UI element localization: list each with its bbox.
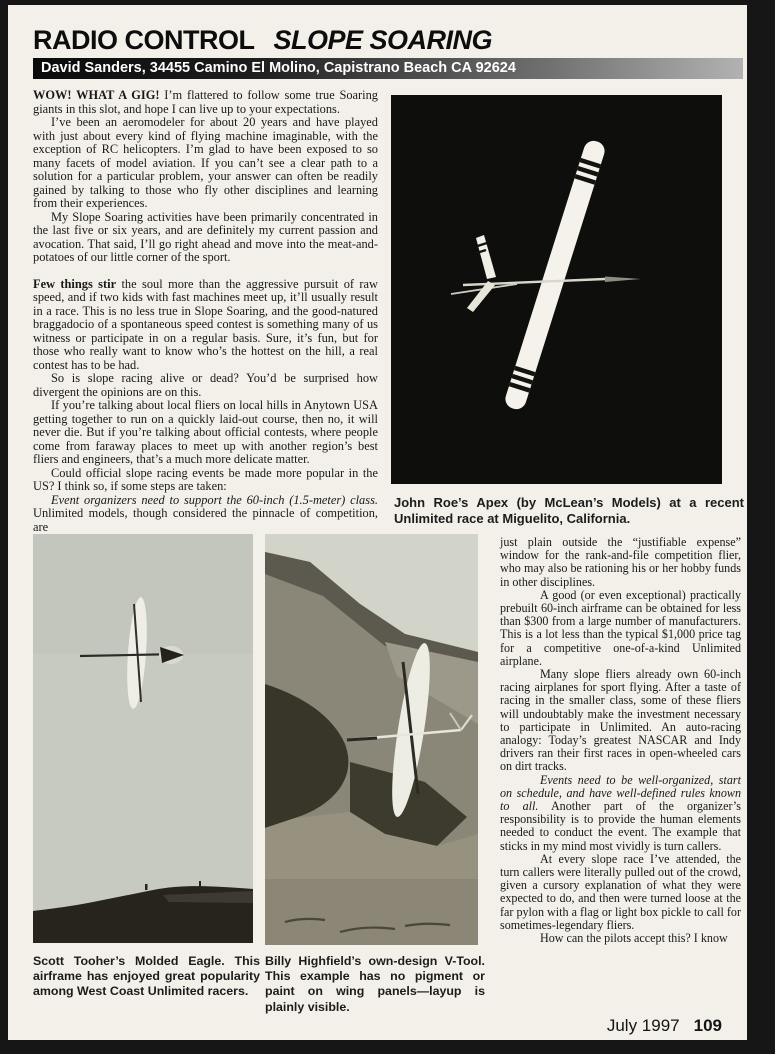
paragraph: just plain outside the “justifiable expense” window for the rank-and-file competition flier, who may also be rationing his or her hobby funds in other disciplines.: [500, 535, 741, 589]
italic-lead: Event organizers need to support the 60-inch (1.5-meter) class.: [51, 492, 378, 507]
caption-top-photo: John Roe’s Apex (by McLean’s Models) at a recent Unlimited race at Miguelito, California.: [394, 495, 744, 526]
photo-top-glider: [391, 95, 722, 484]
paragraph: Could official slope racing events be made more popular in the US? I think so, if some steps are taken:: [33, 465, 378, 493]
paragraph: Many slope fliers already own 60-inch racing airplanes for sport flying. After a taste of racing in the smaller class, some of these fliers will undoubtably make the investment necessary to participate in Unlimited. An auto-racing analogy: Today’s greatest NASCAR and Indy drivers ran their first races in open-wheeled cars on dirt tracks.: [500, 667, 741, 774]
paragraph: Events need to be well-organized, start on schedule, and have well-defined rules known to all. Another part of the organizer’s responsibility is to provide the human elements needed to conduct the event. The example that sticks in my mind most vividly is turn callers.: [500, 772, 741, 853]
bold-lead: Few things stir: [33, 276, 117, 291]
paragraph: Few things stir the soul more than the aggressive pursuit of raw speed, and if two kids with fast machines meet up, it’ll usually result in a race. This is no less true in Slope Soaring, and the good-natured braggadocio of a spontaneous speed contest is something many of us witness or participate in on a regular basis. Sure, it’s fun, but for those who really want to know who’s the hottest on the hill, a real contest has to be had.: [33, 276, 378, 372]
caption-bottom-middle: Billy Highfield’s own-design V-Tool. This example has no pigment or paint on wing panels—layup is plainly visible.: [265, 954, 485, 1014]
paragraph: If you’re talking about local fliers on local hills in Anytown USA getting together to run on a quickly laid-out course, then no, it will never die. But if you’re talking about official contests, where people come from faraway places to meet up with another region’s best fliers and engineers, that’s a much more delicate matter.: [33, 398, 378, 466]
page-number: 109: [693, 1016, 722, 1035]
glider-over-canyon-illustration: [265, 534, 478, 945]
glider-on-black-illustration: [391, 95, 722, 484]
paragraph: At every slope race I’ve attended, the turn callers were literally pulled out of the crowd, given a cursory explanation of what they were expected to do, and then were turned loose at the far pylon with a flag or light box pickle to call for sometimes-legendary fliers.: [500, 851, 741, 932]
bold-lead: WOW! WHAT A GIG!: [33, 88, 160, 102]
paragraph: A good (or even exceptional) practically prebuilt 60-inch airframe can be obtained for less than $300 from a large number of manufacturers. This is a lot less than the typical $1,000 price tag for a competitive one-of-a-kind Unlimited airplane.: [500, 587, 741, 668]
paragraph: How can the pilots accept this? I know: [540, 931, 728, 946]
paragraph: So is slope racing alive or dead? You’d be surprised how divergent the opinions are on this.: [33, 371, 378, 399]
photo-bottom-left-glider: [33, 534, 253, 943]
paragraph: Event organizers need to support the 60-inch (1.5-meter) class. Unlimited models, though considered the pinnacle of competition, are: [33, 492, 378, 534]
byline-bar: [33, 58, 743, 79]
page-footer: [607, 1016, 722, 1036]
paragraph: WOW! WHAT A GIG! I’m flattered to follow some true Soaring giants in this slot, and hope I can live up to your expectations.: [33, 88, 379, 116]
title-accent: SLOPE SOARING: [273, 25, 493, 55]
text-column-right: [500, 536, 741, 945]
paragraph: My Slope Soaring activities have been primarily concentrated in the last five or six years, and are definitely my current passion and avocation. That said, I’ll go right ahead and move into the meat-and-potatoes of our little corner of the sport.: [33, 209, 378, 264]
paragraph: I’ve been an aeromodeler for about 20 years and have played with just about every kind of flying machine imaginable, with the exception of RC helicopters. I’m glad to have been exposed to so many facets of model aviation. If you can’t see a clear path to a solution for a particular problem, your answer can often be readily gained by talking to those who fly other disciplines and learning from their experiences.: [33, 115, 378, 210]
title-main: RADIO CONTROL: [33, 25, 255, 55]
text-column-left: [33, 89, 378, 534]
italic-lead: Events need to be well-organized, start on schedule, and have well-defined rules known to all.: [500, 772, 741, 814]
article-title: [33, 25, 733, 56]
magazine-page: [8, 5, 747, 1040]
photo-bottom-middle-glider: [265, 534, 478, 945]
byline-text: David Sanders, 34455 Camino El Molino, Capistrano Beach CA 92624: [41, 60, 516, 76]
issue-date: July 1997: [606, 1016, 680, 1035]
caption-bottom-left: Scott Tooher’s Molded Eagle. This airframe has enjoyed great popularity among West Coast Unlimited racers.: [33, 954, 260, 999]
glider-over-hill-illustration: [33, 534, 253, 943]
